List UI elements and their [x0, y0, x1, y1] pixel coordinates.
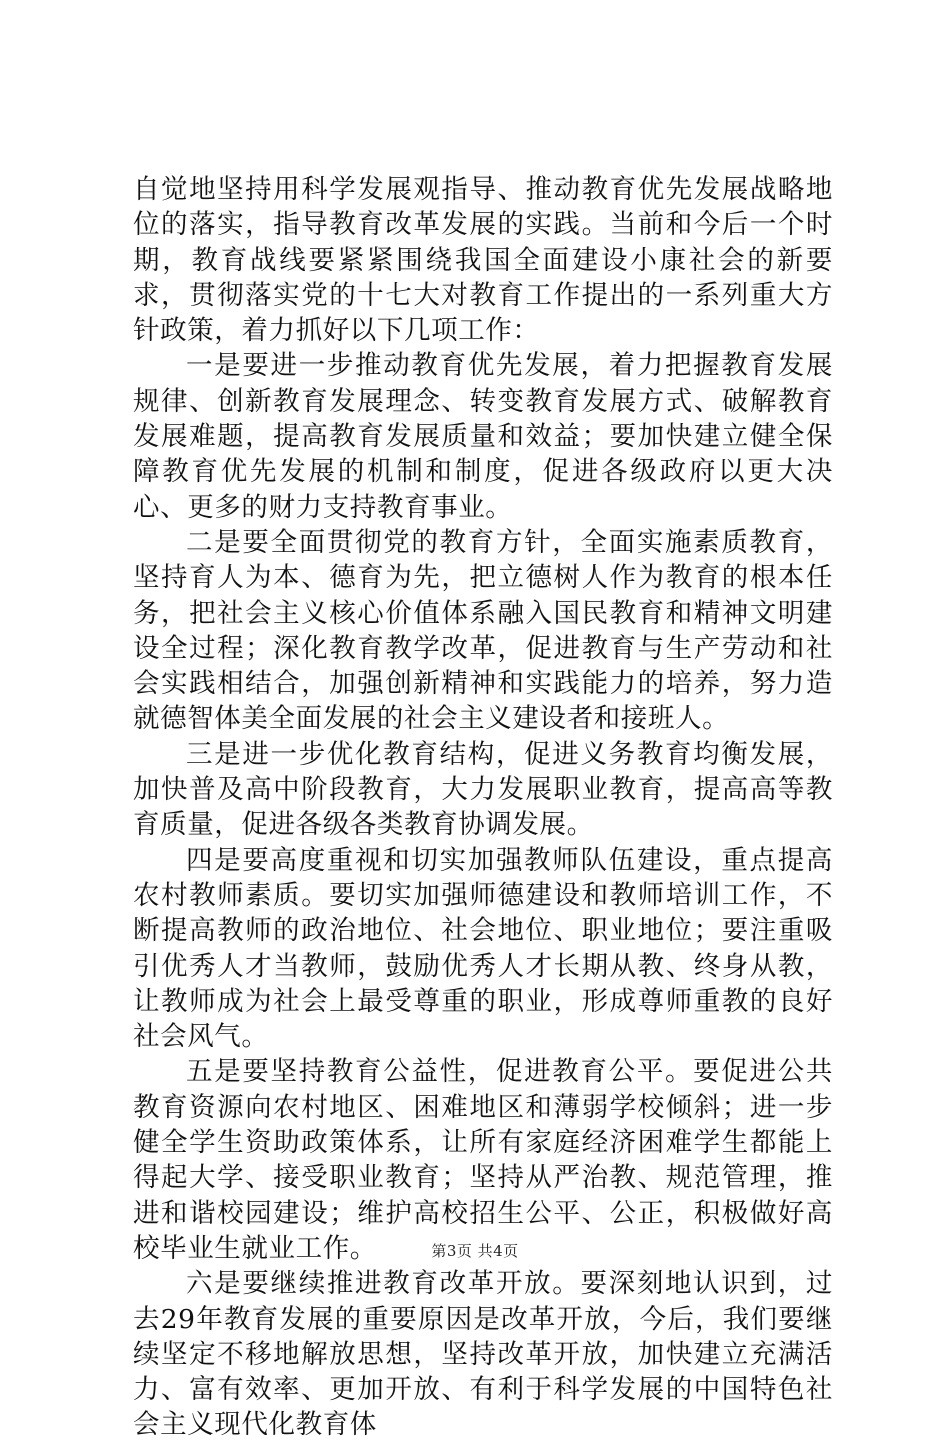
paragraph-5: 四是要高度重视和切实加强教师队伍建设，重点提高农村教师素质。要切实加强师德建设和教师培训工作，不断提高教师的政治地位、社会地位、职业地位；要注重吸引优秀人才当教师，鼓励优秀人才长期从教、终身从教，让教师成为社会上最受尊重的职业，形成尊师重教的良好社会风气。 — [133, 844, 833, 1053]
paragraph-7: 六是要继续推进教育改革开放。要深刻地认识到，过去29年教育发展的重要原因是改革开放，今后，我们要继续坚定不移地解放思想，坚持改革开放，加快建立充满活力、富有效率、更加开放、有利于科学发展的中国特色社会主义现代化教育体 — [133, 1268, 833, 1441]
page-footer — [0, 1241, 950, 1261]
paragraph-6: 五是要坚持教育公益性，促进教育公平。要促进公共教育资源向农村地区、困难地区和薄弱学校倾斜；进一步健全学生资助政策体系，让所有家庭经济困难学生都能上得起大学、接受职业教育；坚持从严治教、规范管理，推进和谐校园建设；维护高校招生公平、公正，积极做好高校毕业生就业工作。 — [133, 1056, 833, 1264]
page-number-label: 第3页 共4页 — [431, 1242, 519, 1260]
paragraph-3: 二是要全面贯彻党的教育方针，全面实施素质教育，坚持育人为本、德育为先，把立德树人作为教育的根本任务，把社会主义核心价值体系融入国民教育和精神文明建设全过程；深化教育教学改革，促进教育与生产劳动和社会实践相结合，加强创新精神和实践能力的培养，努力造就德智体美全面发展的社会主义建设者和接班人。 — [133, 526, 833, 735]
paragraph-4: 三是进一步优化教育结构，促进义务教育均衡发展，加快普及高中阶段教育，大力发展职业教育，提高高等教育质量，促进各级各类教育协调发展。 — [133, 738, 833, 841]
paragraph-1: 自觉地坚持用科学发展观指导、推动教育优先发展战略地位的落实，指导教育改革发展的实践。当前和今后一个时期，教育战线要紧紧围绕我国全面建设小康社会的新要求，贯彻落实党的十七大对教育工作提出的一系列重大方针政策，着力抓好以下几项工作： — [133, 174, 833, 347]
paragraph-2: 一是要进一步推动教育优先发展，着力把握教育发展规律、创新教育发展理念、转变教育发展方式、破解教育发展难题，提高教育发展质量和效益；要加快建立健全保障教育优先发展的机制和制度，促进各级政府以更大决心、更多的财力支持教育事业。 — [133, 350, 833, 523]
